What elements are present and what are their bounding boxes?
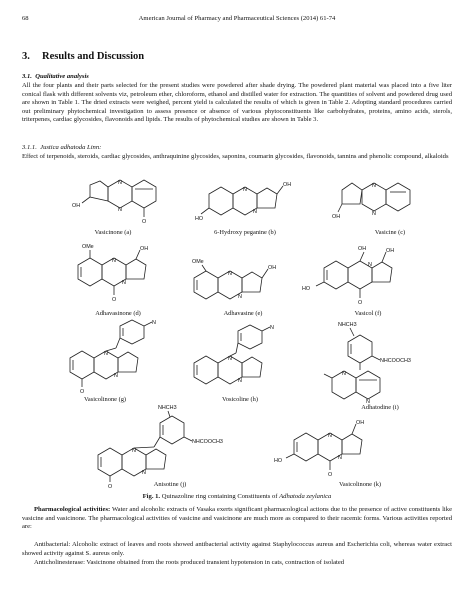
caption-j: Anisotine (j) — [153, 481, 187, 488]
caption-k: Vasicolinone (k) — [338, 481, 382, 488]
svg-text:NHCOOCH3: NHCOOCH3 — [192, 439, 223, 445]
svg-text:OH: OH — [268, 265, 277, 271]
svg-text:N: N — [342, 371, 346, 377]
structure-vasicinone — [60, 175, 170, 230]
structure-vasicine — [320, 178, 440, 230]
subsubsection-title: Justica adhatoda Linn: — [40, 144, 102, 151]
figure-caption — [22, 493, 452, 500]
svg-text:N: N — [238, 294, 242, 300]
svg-text:N: N — [238, 378, 242, 384]
subsection-heading — [22, 73, 89, 80]
svg-text:NHCH3: NHCH3 — [338, 322, 357, 328]
svg-text:N: N — [228, 356, 232, 362]
svg-text:OMe: OMe — [192, 259, 204, 265]
subsection-title: Qualitative analysis — [35, 73, 89, 80]
structure-vasicolinone-k — [274, 410, 400, 485]
journal-title: American Journal of Pharmacy and Pharmaceutical Sciences (2014) 61-74 — [138, 15, 336, 22]
svg-text:N: N — [122, 280, 126, 286]
svg-text:NHCH3: NHCH3 — [158, 405, 177, 411]
svg-text:N: N — [104, 351, 108, 357]
svg-text:N: N — [328, 433, 332, 439]
svg-text:N: N — [112, 258, 116, 264]
svg-text:N: N — [118, 180, 122, 186]
svg-text:O: O — [112, 297, 117, 303]
structure-vasicol — [300, 240, 420, 310]
figure-species: Adhatoda zeylanica — [279, 493, 332, 500]
svg-text:N: N — [366, 399, 370, 405]
svg-text:HO: HO — [302, 286, 311, 292]
subsubsection-heading — [22, 144, 101, 151]
svg-text:N: N — [118, 207, 122, 213]
caption-e: Adhavasine (e) — [223, 310, 263, 317]
caption-b: 6-Hydroxy peganine (b) — [214, 229, 276, 236]
section-number: 3. — [22, 51, 30, 62]
anticholinesterase-paragraph: Anticholinesterase: Vasicinone obtained from the roots produced transient hypotension in cats, contraction of isolated — [34, 559, 345, 566]
svg-text:N: N — [132, 448, 136, 454]
svg-text:N: N — [228, 271, 232, 277]
svg-text:OH: OH — [140, 246, 149, 252]
svg-text:N: N — [152, 320, 156, 326]
pharmacology-intro: Water and alcoholic extracts of Vasaka exerts significant pharmacological actions due to the presence of active constituents like vasicine and vasicinone. The pharmacological activities of vasicine and vasicinone are much more as compared to their racemic forms. Various activities reported are: — [22, 506, 452, 531]
svg-text:O: O — [142, 219, 147, 225]
structure-anisotine — [90, 403, 230, 488]
caption-a: Vasicinone (a) — [94, 229, 132, 236]
structure-adhavasine — [188, 255, 298, 310]
caption-f: Vasicol (f) — [354, 310, 382, 317]
svg-text:N: N — [270, 325, 274, 331]
svg-text:N: N — [142, 470, 146, 476]
pharmacology-heading: Pharmacological activities: — [34, 506, 111, 513]
section-title: Results and Discussion — [42, 51, 145, 62]
structure-adhatodine — [318, 320, 448, 410]
caption-i: Adhatodine (i) — [361, 404, 399, 411]
figure-caption-text: Quinazoline ring containing Constituents of — [161, 493, 278, 500]
svg-text:O: O — [358, 300, 363, 306]
svg-text:OH: OH — [356, 420, 365, 426]
caption-c: Vasicine (c) — [374, 229, 406, 236]
svg-text:N: N — [368, 262, 372, 268]
structure-vosicoline — [190, 325, 300, 395]
subsection-number: 3.1. — [22, 73, 32, 80]
svg-text:OMe: OMe — [82, 244, 94, 250]
svg-text:HO: HO — [274, 458, 283, 464]
caption-g: Vasicolinone (g) — [83, 396, 127, 403]
svg-text:NHCOOCH3: NHCOOCH3 — [380, 358, 411, 364]
svg-text:N: N — [372, 183, 376, 189]
svg-text:N: N — [114, 373, 118, 379]
svg-text:N: N — [253, 209, 257, 215]
pharmacology-paragraph — [22, 506, 452, 532]
svg-text:HO: HO — [195, 216, 204, 222]
svg-text:O: O — [80, 389, 85, 395]
qualitative-paragraph: All the four plants and their parts selected for the present studies were powdered after shade drying. The powdered plant material was placed into a five liter conical flask with different solvents viz, petroleum ether, chloroform, ethanol and distilled water for extraction. The quantities of solvent and powdered drug used are shown in Table 1. The dried extracts were weighed, percent yield is calculated the results of which is given in Table 2. Adopting standard procedures carried out preliminary phytochemical investigation to assess presence or absence of various phytoconstituents like carbohydrates, proteins, amino acids, sterols, triterpenes, cardiac glycosides, flavonoids and lipids. The results of phytochemical studies are shown in Table 3. — [22, 82, 452, 124]
svg-text:N: N — [338, 455, 342, 461]
svg-text:OH: OH — [332, 214, 341, 220]
svg-text:OH: OH — [72, 203, 81, 209]
svg-text:N: N — [243, 187, 247, 193]
figure-label: Fig. 1. — [142, 493, 161, 500]
structure-6-hydroxy-peganine — [195, 180, 305, 230]
svg-text:OH: OH — [358, 246, 367, 252]
svg-text:O: O — [108, 484, 113, 490]
constituents-paragraph: Effect of terpenoids, steroids, cardiac glycosides, anthraquinine glycosides, saponins, coumarin glycosides, flavonoids, tannins and phenolic compound, alkaloids — [22, 153, 449, 160]
svg-text:O: O — [328, 472, 333, 478]
caption-d: Adhavasinone (d) — [95, 310, 141, 317]
svg-text:OH: OH — [283, 182, 292, 188]
section-heading — [22, 51, 144, 62]
antibacterial-paragraph: Antibacterial: Alcoholic extract of leaves and roots showed antibacterial activity against Staphylococcus aureus and Escherichia coli, whereas water extract showed activity against S. aureus only. — [22, 541, 452, 557]
svg-text:N: N — [372, 211, 376, 217]
page-number: 68 — [22, 15, 29, 22]
caption-h: Vosicoline (h) — [222, 396, 258, 403]
running-header — [22, 14, 452, 24]
structure-adhavasinone — [70, 240, 180, 310]
svg-text:OH: OH — [386, 248, 395, 254]
subsubsection-number: 3.1.1. — [22, 144, 37, 151]
structure-vasicolinone — [60, 320, 180, 400]
